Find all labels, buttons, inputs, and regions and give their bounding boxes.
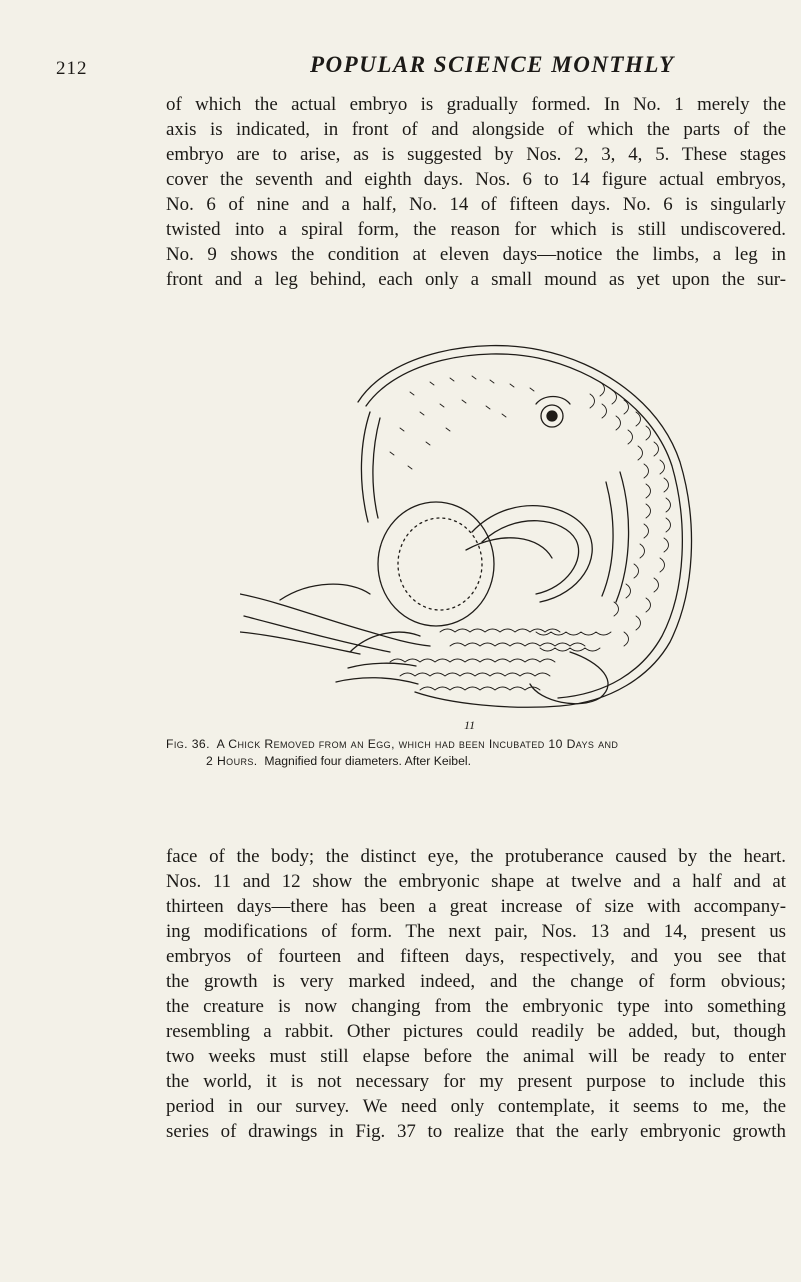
text-line: resembling a rabbit. Other pictures could readily be added, but, though — [166, 1021, 786, 1042]
paragraph-bottom — [166, 844, 786, 1144]
paragraph-top — [166, 92, 786, 292]
text-line: period in our survey. We need only contemplate, it seems to me, the — [166, 1096, 786, 1117]
text-line: thirteen days—there has been a great increase of size with accompany- — [166, 896, 786, 917]
text-line: two weeks must still elapse before the animal will be ready to enter — [166, 1046, 786, 1067]
text-line: No. 6 of nine and a half, No. 14 of fifteen days. No. 6 is singularly — [166, 194, 786, 215]
text-line: ing modifications of form. The next pair, Nos. 13 and 14, present us — [166, 921, 786, 942]
chick-embryo-illustration — [240, 332, 710, 712]
text-line: series of drawings in Fig. 37 to realize that the early embryonic growth — [166, 1121, 786, 1142]
text-line: axis is indicated, in front of and alongside of which the parts of the — [166, 119, 786, 140]
heart-protuberance — [378, 502, 494, 626]
text-line: the world, it is not necessary for my present purpose to include this — [166, 1071, 786, 1092]
page-number: 212 — [56, 58, 88, 79]
text-line: the creature is now changing from the embryonic type into something — [166, 996, 786, 1017]
caption-title-end: 2 Hours. — [206, 754, 258, 768]
caption-continuation — [166, 753, 786, 770]
text-line: face of the body; the distinct eye, the protuberance caused by the heart. — [166, 846, 786, 867]
text-line: embryos of fourteen and fifteen days, respectively, and you see that — [166, 946, 786, 967]
text-line: front and a leg behind, each only a small mound as yet upon the sur- — [166, 269, 786, 290]
caption-title: A Chick Removed from an Egg, which had been Incubated 10 Days and — [216, 737, 619, 751]
running-head: POPULAR SCIENCE MONTHLY — [310, 52, 675, 77]
figure-caption — [166, 736, 786, 770]
caption-label: Fig. 36. — [166, 737, 210, 751]
text-line: embryo are to arise, as is suggested by Nos. 2, 3, 4, 5. These stages — [166, 144, 786, 165]
text-line: No. 9 shows the condition at eleven days—notice the limbs, a leg in — [166, 244, 786, 265]
text-line: the growth is very marked indeed, and the change of form obvious; — [166, 971, 786, 992]
caption-note: Magnified four diameters. After Keibel. — [264, 754, 471, 768]
figure-number: 11 — [464, 718, 476, 732]
embryo-outline — [358, 346, 691, 708]
text-line: twisted into a spiral form, the reason for which is still undiscovered. — [166, 219, 786, 240]
text-line: cover the seventh and eighth days. Nos. 6 to 14 figure actual embryos, — [166, 169, 786, 190]
text-line: Nos. 11 and 12 show the embryonic shape at twelve and a half and at — [166, 871, 786, 892]
text-line: of which the actual embryo is gradually formed. In No. 1 merely the — [166, 94, 786, 115]
page-header — [0, 50, 801, 86]
